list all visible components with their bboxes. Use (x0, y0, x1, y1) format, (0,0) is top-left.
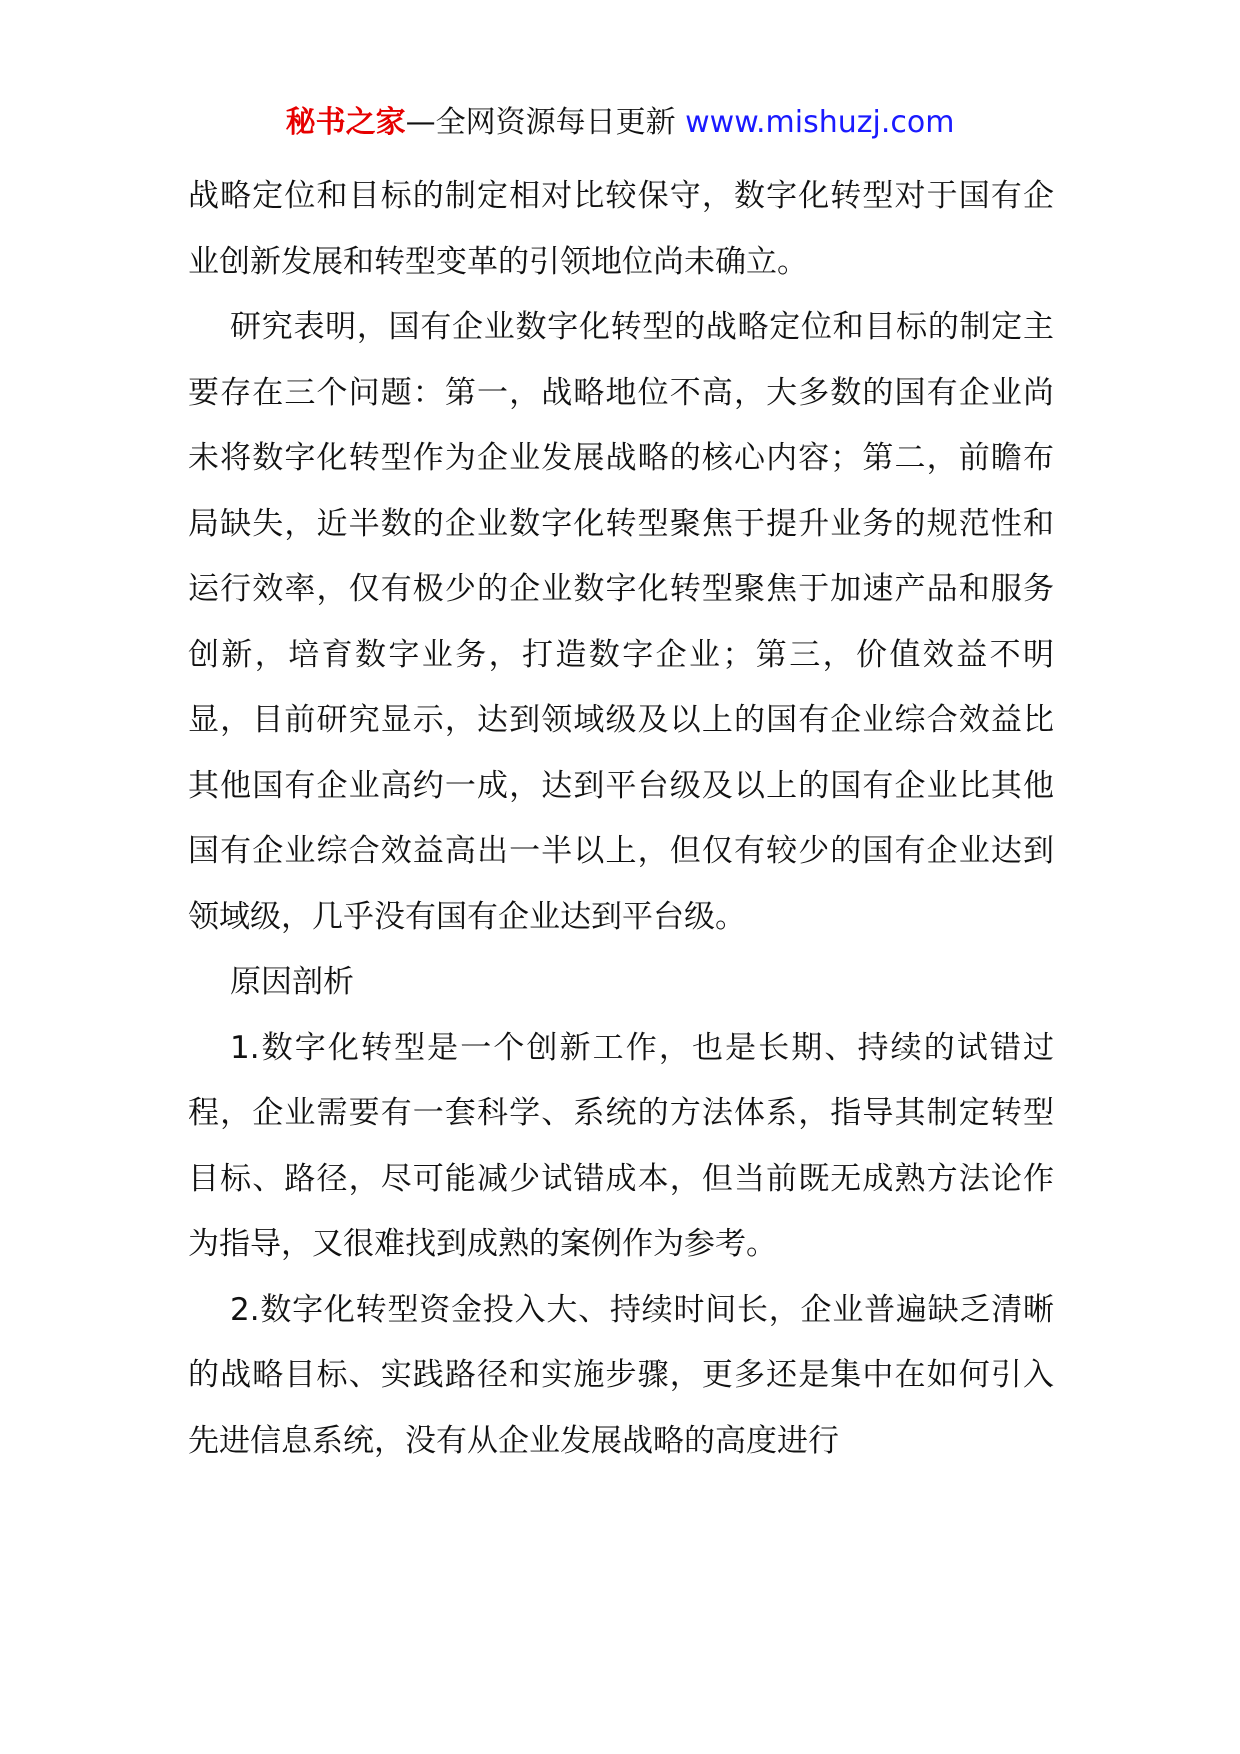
paragraph-continuation: 战略定位和目标的制定相对比较保守，数字化转型对于国有企业创新发展和转型变革的引领地位尚未确立。 (188, 178, 1054, 280)
paragraph-point-1: 1.数字化转型是一个创新工作，也是长期、持续的试错过程，企业需要有一套科学、系统的方法体系，指导其制定转型目标、路径，尽可能减少试错成本，但当前既无成熟方法论作为指导，又很难找到成熟的案例作为参考。 (188, 1029, 1054, 1262)
paragraph-research-findings: 研究表明，国有企业数字化转型的战略定位和目标的制定主要存在三个问题：第一，战略地位不高，大多数的国有企业尚未将数字化转型作为企业发展战略的核心内容；第二，前瞻布局缺失，近半数的企业数字化转型聚焦于提升业务的规范性和运行效率，仅有极少的企业数字化转型聚焦于加速产品和服务创新，培育数字业务，打造数字企业；第三，价值效益不明显，目前研究显示，达到领域级及以上的国有企业综合效益比其他国有企业高约一成，达到平台级及以上的国有企业比其他国有企业综合效益高出一半以上，但仅有较少的国有企业达到领域级，几乎没有国有企业达到平台级。 (188, 309, 1054, 935)
site-url-link[interactable]: www.mishuzj.com (685, 105, 955, 140)
section-heading-cause-analysis: 原因剖析 (230, 964, 354, 1000)
document-body (188, 164, 1054, 1474)
page-header (0, 100, 1240, 146)
paragraph-point-2: 2.数字化转型资金投入大、持续时间长，企业普遍缺乏清晰的战略目标、实践路径和实施步骤，更多还是集中在如何引入先进信息系统，没有从企业发展战略的高度进行 (188, 1291, 1054, 1459)
site-tagline: —全网资源每日更新 (405, 105, 686, 140)
site-brand: 秘书之家 (285, 105, 406, 140)
